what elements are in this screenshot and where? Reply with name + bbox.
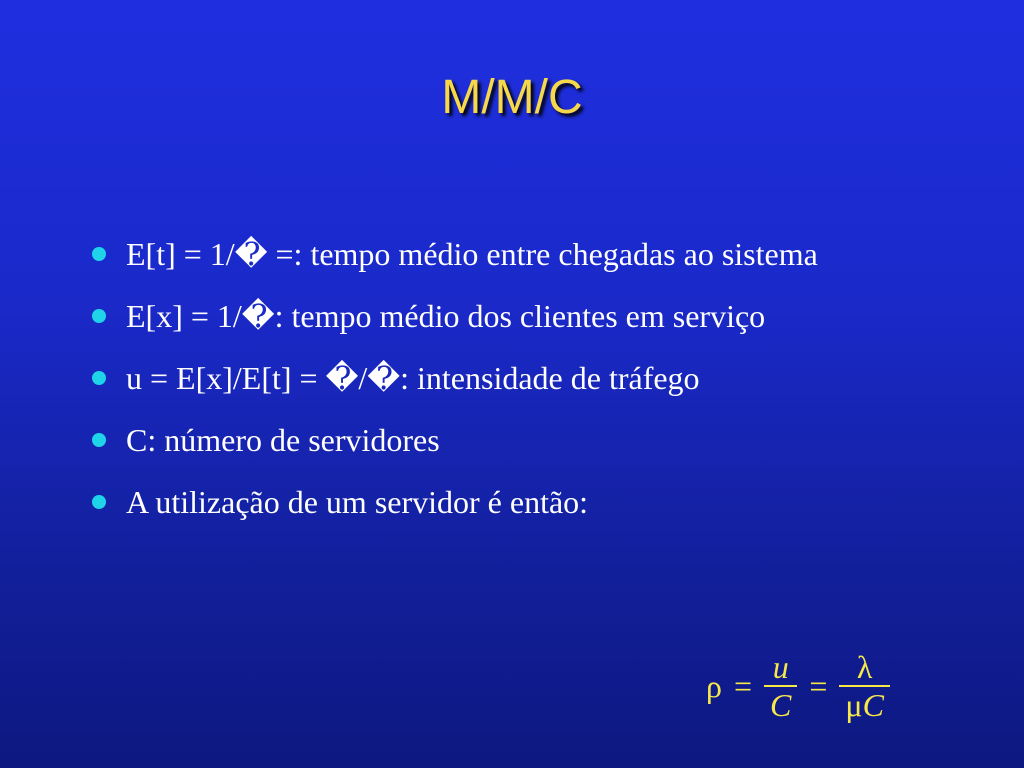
slide-title: M/M/C (441, 71, 583, 124)
bullet-text: E[x] = 1/�: tempo médio dos clientes em serviço (126, 298, 766, 334)
bullet-dot-icon (92, 371, 106, 385)
formula-rho: ρ (706, 667, 722, 704)
bullet-dot-icon (92, 495, 106, 509)
fraction-u-over-c (764, 649, 797, 723)
bullet-text: A utilização de um servidor é então: (126, 484, 589, 520)
fraction-2-mu: μ (845, 687, 863, 723)
formula-equals-2: = (809, 667, 828, 704)
bullet-text: u = E[x]/E[t] = �/�: intensidade de tráfego (126, 360, 700, 396)
bullet-item (90, 480, 930, 524)
bullet-item (90, 294, 930, 338)
utilization-formula (700, 646, 896, 726)
bullet-dot-icon (92, 309, 106, 323)
formula-equals-1: = (733, 667, 753, 704)
bullet-dot-icon (92, 433, 106, 447)
fraction-lambda-over-mu-c (839, 649, 890, 723)
fraction-2-c: C (862, 687, 884, 723)
bullet-text: E[t] = 1/� =: tempo médio entre chegadas ao sistema (126, 236, 818, 272)
fraction-1-numerator: u (772, 649, 789, 685)
bullet-text: C: número de servidores (126, 422, 440, 458)
bullet-dot-icon (92, 247, 106, 261)
fraction-2-denominator (839, 687, 890, 723)
bullet-list (90, 232, 930, 542)
bullet-item (90, 356, 930, 400)
fraction-2-numerator: λ (856, 649, 873, 685)
fraction-1-denominator: C (770, 687, 792, 723)
bullet-item (90, 418, 930, 462)
bullet-item (90, 232, 930, 276)
